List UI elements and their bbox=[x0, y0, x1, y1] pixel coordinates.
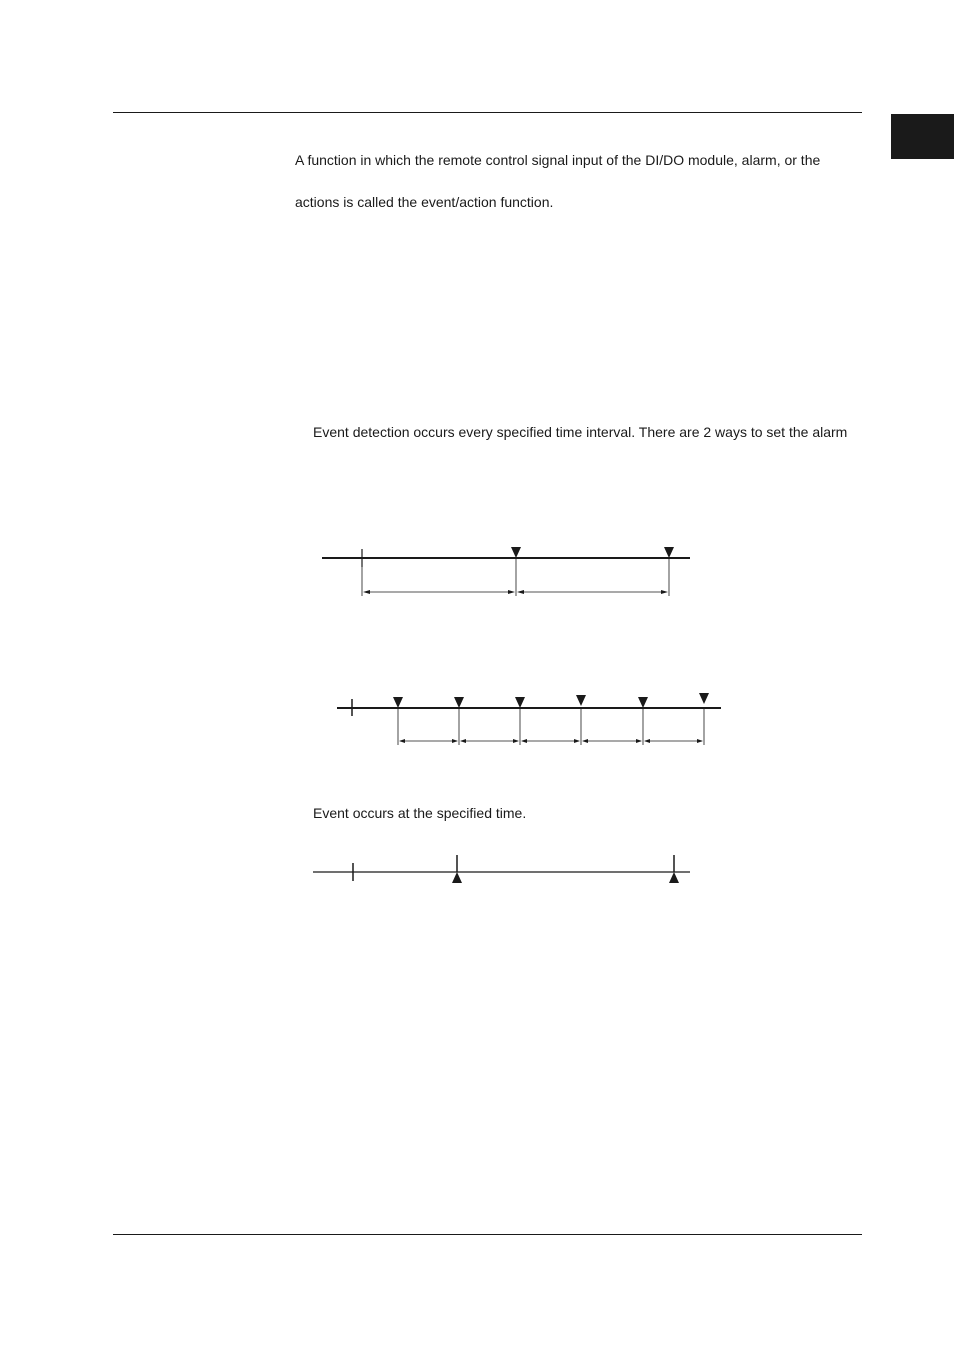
arrowhead bbox=[513, 739, 519, 743]
event-marker bbox=[638, 697, 648, 708]
arrowhead bbox=[661, 590, 668, 594]
arrowhead bbox=[460, 739, 466, 743]
intro-line-2: actions is called the event/action function. bbox=[295, 194, 554, 210]
arrowhead bbox=[363, 590, 370, 594]
chapter-tab bbox=[891, 114, 954, 159]
event-marker bbox=[515, 697, 525, 708]
event-marker-1 bbox=[452, 872, 462, 883]
header-rule bbox=[113, 112, 862, 113]
interval-description: Event detection occurs every specified time interval. There are 2 ways to set the alarm bbox=[313, 424, 848, 440]
intro-line-1: A function in which the remote control signal input of the DI/DO module, alarm, or the bbox=[295, 152, 821, 168]
event-marker bbox=[454, 697, 464, 708]
arrowhead bbox=[574, 739, 580, 743]
event-marker bbox=[576, 695, 586, 706]
event-marker-2 bbox=[664, 547, 674, 558]
event-marker bbox=[393, 697, 403, 708]
arrowhead bbox=[582, 739, 588, 743]
footer-rule bbox=[113, 1234, 862, 1235]
specified-time-description: Event occurs at the specified time. bbox=[313, 805, 527, 821]
event-marker-2 bbox=[669, 872, 679, 883]
event-marker bbox=[699, 693, 709, 704]
arrowhead bbox=[521, 739, 527, 743]
event-marker-1 bbox=[511, 547, 521, 558]
arrowhead bbox=[636, 739, 642, 743]
arrowhead bbox=[697, 739, 703, 743]
arrowhead bbox=[517, 590, 524, 594]
arrowhead bbox=[508, 590, 515, 594]
arrowhead bbox=[644, 739, 650, 743]
arrowhead bbox=[399, 739, 405, 743]
arrowhead bbox=[452, 739, 458, 743]
